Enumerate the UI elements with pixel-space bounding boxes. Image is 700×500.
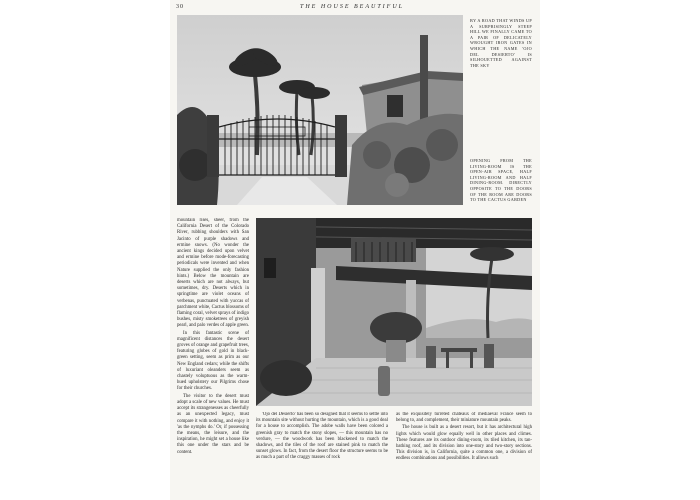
left-paragraph-3: The visitor to the desert must adopt a scale of new values. He must accept its strangenesses as cheerfully as an unexpected legacy, must compare it with nothing, and enjoy it 'as the nymphs do.' Or, if possessing the means, the leisure, and the inspiration, he might set a house like this one under the stars and be content. <box>177 393 249 455</box>
running-title: THE HOUSE BEAUTIFUL <box>300 4 404 10</box>
page-number: 30 <box>176 4 184 10</box>
caption-patio: OPENING FROM THE LIVING-ROOM IS THE OPEN-AIR SPACE, HALF LIVING-ROOM AND HALF DINING-ROOM. DIRECTLY OPPOSITE TO THE DOORS OF THE ROOM ARE DOORS TO THE CACTUS GARDEN <box>470 158 532 203</box>
right-paragraph-2: The house is built as a desert resort, but it has architectural high lights which would glow equally well in other places and climes. These features are its outdoor dining-room, its tiled kitchen, its tan-bathing roof, and its division into one-story and two-story sections. This division is, in California, quite a common one, a division of endless combinations and possibilities. It allows such <box>396 425 532 462</box>
text-column-left <box>177 218 249 500</box>
text-column-middle <box>256 412 388 500</box>
photo-iron-gate-image <box>177 15 463 205</box>
right-paragraph-1: as the exquisitely turreted châteaux of mediaeval France seem to belong to, and complement, their miniature mountain peaks. <box>396 412 532 424</box>
middle-paragraph-1: 'Ojo del Desierto' has been so designed that it seems to settle into its mountain site without hurting the mountain, which is a good deal for a house to accomplish. The adobe walls have been colored a greenish gray to match the stony slopes, — this mountain has no verdure, — the woodwork has been blackened to match the shadows, and the tiles of the roof are stained pink to match the sunset glows. In fact, from the desert floor the structure seems to be as much a part of the craggy masses of rock <box>256 412 388 461</box>
photo-open-air-patio <box>256 218 532 406</box>
running-header <box>176 4 528 14</box>
photo-iron-gate <box>177 15 463 205</box>
text-column-right <box>396 412 532 500</box>
caption-gate: BY A ROAD THAT WINDS UP A SURPRISINGLY STEEP HILL WE FINALLY CAME TO A PAIR OF DELICATELY WROUGHT IRON GATES IN WHICH THE NAME 'OJO DEL DESIERTO' IS SILHOUETTED AGAINST THE SKY <box>470 18 532 68</box>
left-paragraph-1: mountain rises, sheer, from the California Desert of the Colorado River, rubbing shoulders with San Jacinto of purple shadows and ermine snows. (No wonder the ancient kings decided upon velvet and ermine before mode-forecasting periodicals were invented and when Nature supplied the only fashion hints.) Below the mountain are deserts which are not always, but sometimes, dry. Deserts which in springtime are violet oceans of verbenas, punctuated with yuccas of parchment white, Cactus blossoms of flaming coral, velvet sprays of indigo bushes, misty smoketrees of greyish pearl, and palo verdes of apple green. <box>177 218 249 329</box>
left-paragraph-2: In this fantastic scene of magnificent distances the desert groves of orange and grapefruit trees, featuring globes of gold in black-green setting, seem as prim as our New England cedars; while the shifts of luxuriant oleanders seem as chastely voluptuous as the warm-hued upholstery our Pilgrims chose for their churches. <box>177 330 249 392</box>
photo-open-air-patio-image <box>256 218 532 406</box>
